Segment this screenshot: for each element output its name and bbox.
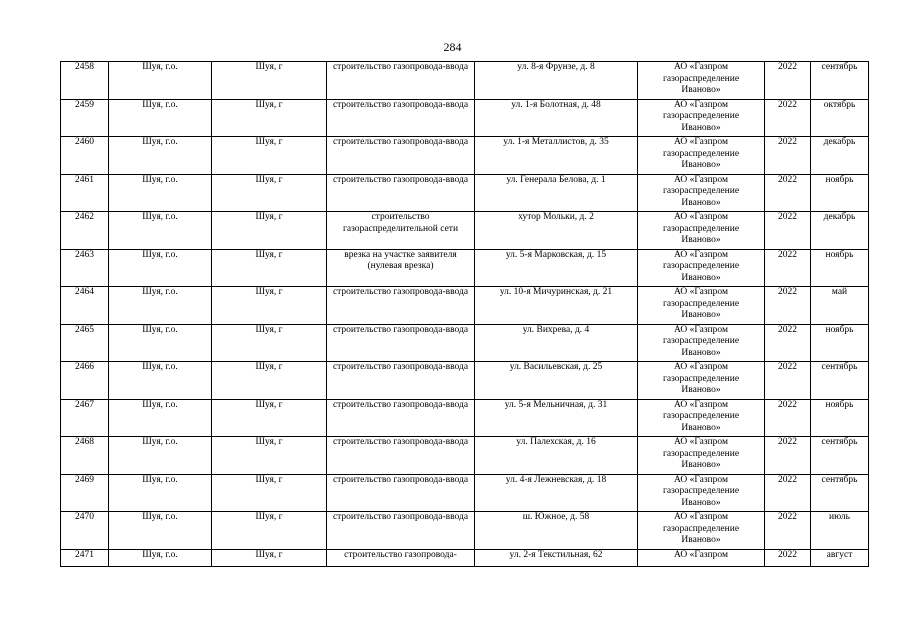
district-cell: Шуя, г.о. <box>109 474 212 512</box>
work-type-cell: строительство газопровода-ввода <box>327 62 475 100</box>
organization-line: газораспределение <box>662 148 740 159</box>
district-cell: Шуя, г.о. <box>109 399 212 437</box>
settlement-cell: Шуя, г <box>212 212 327 250</box>
address-cell: ул. Вихрева, д. 4 <box>475 324 638 362</box>
organization-line: АО «Газпром <box>673 324 728 335</box>
organization-line: газораспределение <box>662 223 740 234</box>
organization-line: Иваново» <box>681 122 721 133</box>
organization-cell <box>638 549 765 566</box>
table-row <box>61 249 869 287</box>
organization-line: Иваново» <box>681 422 721 433</box>
settlement-cell: Шуя, г <box>212 137 327 175</box>
row-number: 2463 <box>61 249 109 287</box>
organization-line: Иваново» <box>681 160 721 170</box>
organization-line: АО «Газпром <box>673 399 728 410</box>
organization-line: газораспределение <box>662 373 740 384</box>
table-row <box>61 99 869 137</box>
address-cell: ул. 1-я Болотная, д. 48 <box>475 99 638 137</box>
month-cell: ноябрь <box>811 399 869 437</box>
work-type-cell: строительство газопровода-ввода <box>327 324 475 362</box>
table-row <box>61 62 869 100</box>
month-cell: декабрь <box>811 137 869 175</box>
row-number: 2462 <box>61 212 109 250</box>
work-type-cell: строительство газопровода- <box>327 549 475 566</box>
table-row <box>61 512 869 550</box>
work-type-cell: строительство газопровода-ввода <box>327 437 475 475</box>
row-number: 2460 <box>61 137 109 175</box>
organization-cell <box>638 324 765 362</box>
table-body <box>61 62 869 567</box>
organization-line: АО «Газпром <box>673 249 728 260</box>
row-number: 2467 <box>61 399 109 437</box>
month-cell: август <box>811 549 869 566</box>
row-number: 2470 <box>61 512 109 550</box>
organization-line: Иваново» <box>681 497 721 508</box>
year-cell: 2022 <box>765 362 811 400</box>
table-row <box>61 212 869 250</box>
organization-cell <box>638 399 765 437</box>
organization-line: АО «Газпром <box>673 549 728 560</box>
organization-line: Иваново» <box>681 85 721 95</box>
organization-line: газораспределение <box>662 73 740 84</box>
month-cell: сентябрь <box>811 362 869 400</box>
address-cell: ул. Палехская, д. 16 <box>475 437 638 475</box>
address-cell: ул. Васильевская, д. 25 <box>475 362 638 400</box>
year-cell: 2022 <box>765 324 811 362</box>
organization-line: Иваново» <box>681 272 721 283</box>
organization-line: газораспределение <box>662 411 740 421</box>
settlement-cell: Шуя, г <box>212 362 327 400</box>
district-cell: Шуя, г.о. <box>109 212 212 250</box>
month-cell: сентябрь <box>811 437 869 475</box>
organization-line: газораспределение <box>662 486 740 496</box>
work-type-cell: врезка на участке заявителя (нулевая врезка) <box>327 249 475 287</box>
month-cell: ноябрь <box>811 249 869 287</box>
district-cell: Шуя, г.о. <box>109 362 212 400</box>
work-type-cell: строительство газопровода-ввода <box>327 287 475 325</box>
row-number: 2465 <box>61 324 109 362</box>
address-cell: ул. 5-я Марковская, д. 15 <box>475 249 638 287</box>
organization-line: АО «Газпром <box>673 99 728 110</box>
table-row <box>61 137 869 175</box>
organization-line: АО «Газпром <box>673 287 728 297</box>
address-cell: хутор Мольки, д. 2 <box>475 212 638 250</box>
table-row <box>61 324 869 362</box>
organization-line: газораспределение <box>662 261 740 271</box>
address-cell: ул. 5-я Мельничная, д. 31 <box>475 399 638 437</box>
gasification-schedule-table <box>60 61 869 567</box>
settlement-cell: Шуя, г <box>212 174 327 212</box>
organization-line: газораспределение <box>662 336 740 346</box>
organization-line: АО «Газпром <box>673 212 728 222</box>
organization-line: АО «Газпром <box>673 437 728 447</box>
year-cell: 2022 <box>765 437 811 475</box>
organization-line: газораспределение <box>662 523 740 534</box>
district-cell: Шуя, г.о. <box>109 174 212 212</box>
row-number: 2459 <box>61 99 109 137</box>
year-cell: 2022 <box>765 62 811 100</box>
work-type-cell: строительство газопровода-ввода <box>327 512 475 550</box>
row-number: 2461 <box>61 174 109 212</box>
year-cell: 2022 <box>765 549 811 566</box>
year-cell: 2022 <box>765 512 811 550</box>
table-row <box>61 474 869 512</box>
row-number: 2458 <box>61 62 109 100</box>
month-cell: октябрь <box>811 99 869 137</box>
settlement-cell: Шуя, г <box>212 62 327 100</box>
district-cell: Шуя, г.о. <box>109 249 212 287</box>
organization-line: Иваново» <box>681 535 721 545</box>
organization-cell <box>638 249 765 287</box>
table-row <box>61 437 869 475</box>
organization-line: АО «Газпром <box>673 362 728 372</box>
settlement-cell: Шуя, г <box>212 512 327 550</box>
organization-line: газораспределение <box>662 448 740 459</box>
address-cell: ул. 2-я Текстильная, 62 <box>475 549 638 566</box>
organization-cell <box>638 437 765 475</box>
organization-line: АО «Газпром <box>673 174 728 185</box>
organization-line: Иваново» <box>681 235 721 245</box>
address-cell: ул. 4-я Лежневская, д. 18 <box>475 474 638 512</box>
settlement-cell: Шуя, г <box>212 549 327 566</box>
district-cell: Шуя, г.о. <box>109 512 212 550</box>
row-number: 2469 <box>61 474 109 512</box>
row-number: 2468 <box>61 437 109 475</box>
district-cell: Шуя, г.о. <box>109 62 212 100</box>
district-cell: Шуя, г.о. <box>109 287 212 325</box>
row-number: 2466 <box>61 362 109 400</box>
district-cell: Шуя, г.о. <box>109 437 212 475</box>
district-cell: Шуя, г.о. <box>109 99 212 137</box>
month-cell: ноябрь <box>811 324 869 362</box>
district-cell: Шуя, г.о. <box>109 137 212 175</box>
district-cell: Шуя, г.о. <box>109 549 212 566</box>
row-number: 2464 <box>61 287 109 325</box>
month-cell: май <box>811 287 869 325</box>
settlement-cell: Шуя, г <box>212 399 327 437</box>
organization-line: Иваново» <box>681 385 721 395</box>
month-cell: июль <box>811 512 869 550</box>
settlement-cell: Шуя, г <box>212 287 327 325</box>
organization-line: Иваново» <box>681 460 721 470</box>
page-number: 284 <box>443 40 462 54</box>
organization-line: АО «Газпром <box>673 512 728 522</box>
month-cell: ноябрь <box>811 174 869 212</box>
row-number: 2471 <box>61 549 109 566</box>
settlement-cell: Шуя, г <box>212 324 327 362</box>
work-type-cell: строительство газопровода-ввода <box>327 362 475 400</box>
month-cell: декабрь <box>811 212 869 250</box>
organization-line: АО «Газпром <box>673 137 728 147</box>
year-cell: 2022 <box>765 287 811 325</box>
year-cell: 2022 <box>765 399 811 437</box>
organization-cell <box>638 212 765 250</box>
address-cell: ул. Генерала Белова, д. 1 <box>475 174 638 212</box>
organization-line: Иваново» <box>681 310 721 320</box>
organization-cell <box>638 99 765 137</box>
table-row <box>61 287 869 325</box>
month-cell: сентябрь <box>811 474 869 512</box>
table-row <box>61 549 869 566</box>
settlement-cell: Шуя, г <box>212 249 327 287</box>
settlement-cell: Шуя, г <box>212 474 327 512</box>
organization-line: газораспределение <box>662 111 740 121</box>
work-type-cell: строительство газопровода-ввода <box>327 174 475 212</box>
organization-line: газораспределение <box>662 186 740 196</box>
work-type-cell: строительство газопровода-ввода <box>327 137 475 175</box>
table-row <box>61 399 869 437</box>
year-cell: 2022 <box>765 474 811 512</box>
table-row <box>61 362 869 400</box>
organization-line: АО «Газпром <box>673 474 728 485</box>
settlement-cell: Шуя, г <box>212 99 327 137</box>
organization-line: газораспределение <box>662 298 740 309</box>
organization-line: Иваново» <box>681 347 721 358</box>
district-cell: Шуя, г.о. <box>109 324 212 362</box>
address-cell: ул. 10-я Мичуринская, д. 21 <box>475 287 638 325</box>
organization-cell <box>638 174 765 212</box>
year-cell: 2022 <box>765 249 811 287</box>
organization-line: АО «Газпром <box>673 62 728 72</box>
organization-cell <box>638 362 765 400</box>
year-cell: 2022 <box>765 99 811 137</box>
table-row <box>61 174 869 212</box>
work-type-cell: строительство газораспределительной сети <box>327 212 475 250</box>
settlement-cell: Шуя, г <box>212 437 327 475</box>
address-cell: ш. Южное, д. 58 <box>475 512 638 550</box>
organization-cell <box>638 287 765 325</box>
year-cell: 2022 <box>765 137 811 175</box>
work-type-cell: строительство газопровода-ввода <box>327 474 475 512</box>
address-cell: ул. 8-я Фрунзе, д. 8 <box>475 62 638 100</box>
organization-line: Иваново» <box>681 197 721 208</box>
organization-cell <box>638 137 765 175</box>
work-type-cell: строительство газопровода-ввода <box>327 99 475 137</box>
month-cell: сентябрь <box>811 62 869 100</box>
year-cell: 2022 <box>765 212 811 250</box>
organization-cell <box>638 474 765 512</box>
organization-cell <box>638 512 765 550</box>
work-type-cell: строительство газопровода-ввода <box>327 399 475 437</box>
organization-cell <box>638 62 765 100</box>
year-cell: 2022 <box>765 174 811 212</box>
address-cell: ул. 1-я Металлистов, д. 35 <box>475 137 638 175</box>
